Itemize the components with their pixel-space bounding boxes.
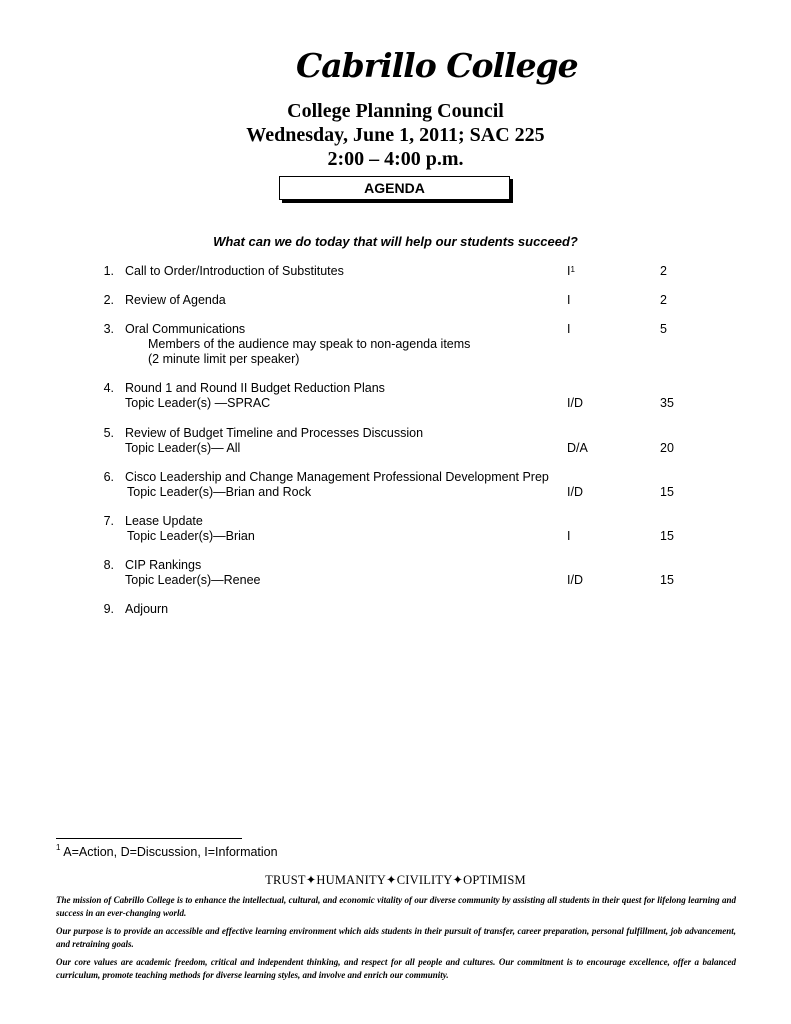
item-title: Review of Agenda xyxy=(125,293,226,307)
college-logo: Cabrillo College xyxy=(296,46,578,85)
footnote-divider xyxy=(56,838,242,839)
item-topic-leader: Topic Leader(s)— All xyxy=(125,441,241,455)
item-number: 5. xyxy=(103,426,114,440)
item-title: CIP Rankings xyxy=(125,558,202,572)
item-detail: Members of the audience may speak to non-agenda items xyxy=(148,337,471,351)
item-number: 1. xyxy=(103,264,114,278)
item-title: Call to Order/Introduction of Substitutes xyxy=(125,264,344,278)
item-minutes: 15 xyxy=(660,485,674,499)
council-title: College Planning Council xyxy=(287,100,504,122)
footnote-text: A=Action, D=Discussion, I=Information xyxy=(63,845,278,859)
item-title: Cisco Leadership and Change Management Professional Development Prep xyxy=(125,470,549,484)
item-number: 6. xyxy=(103,470,114,484)
item-number: 3. xyxy=(103,322,114,336)
item-topic-leader: Topic Leader(s)—Renee xyxy=(125,573,261,587)
item-title: Round 1 and Round II Budget Reduction Plans xyxy=(125,381,385,395)
item-number: 4. xyxy=(103,381,114,395)
item-minutes: 15 xyxy=(660,573,674,587)
item-number: 2. xyxy=(103,293,114,307)
footnote xyxy=(56,845,278,859)
item-topic-leader: Topic Leader(s) —SPRAC xyxy=(125,396,271,410)
agenda-label-box: AGENDA xyxy=(279,176,510,200)
item-minutes: 2 xyxy=(660,264,667,278)
item-code: $I^1$ xyxy=(567,264,575,278)
item-code: I/D xyxy=(567,396,583,410)
item-detail: (2 minute limit per speaker) xyxy=(148,352,300,366)
item-minutes: 20 xyxy=(660,441,674,455)
footnote-marker: 1 xyxy=(56,843,61,852)
meeting-date-location: Wednesday, June 1, 2011; SAC 225 xyxy=(246,124,545,146)
item-minutes: 2 xyxy=(660,293,667,307)
mission-statement: The mission of Cabrillo College is to enhance the intellectual, cultural, and economic vitality of our diverse community by assisting all students in their quest for lifelong learning and success in an ever-changing world. xyxy=(56,895,736,918)
item-title: Oral Communications xyxy=(125,322,246,336)
item-minutes: 5 xyxy=(660,322,667,336)
item-code: I xyxy=(567,529,571,543)
item-code: I xyxy=(567,322,571,336)
meeting-time: 2:00 – 4:00 p.m. xyxy=(327,148,464,170)
item-code: D/A xyxy=(567,441,588,455)
item-number: 8. xyxy=(103,558,114,572)
item-topic-leader: Topic Leader(s)—Brian xyxy=(127,529,255,543)
item-code: I/D xyxy=(567,573,583,587)
core-values-statement: Our core values are academic freedom, critical and independent thinking, and respect for all people and cultures. Our commitment is to encourage excellence, offer a balanced curriculum, promote teaching methods for diverse learning styles, and involve and enrich our community. xyxy=(56,957,736,980)
item-code: I xyxy=(567,293,571,307)
footnote-ref: 1 xyxy=(570,265,575,274)
core-values-line: TRUST✦HUMANITY✦CIVILITY✦OPTIMISM xyxy=(265,873,526,887)
item-number: 9. xyxy=(103,602,114,616)
item-minutes: 15 xyxy=(660,529,674,543)
item-code: I/D xyxy=(567,485,583,499)
item-number: 7. xyxy=(103,514,114,528)
item-topic-leader: Topic Leader(s)—Brian and Rock xyxy=(127,485,312,499)
tagline: What can we do today that will help our students succeed? xyxy=(213,234,578,249)
item-minutes: 35 xyxy=(660,396,674,410)
purpose-statement: Our purpose is to provide an accessible and effective learning environment which aids students in their pursuit of transfer, career preparation, personal fulfillment, job advancement, and retraining goals. xyxy=(56,926,736,949)
item-title: Adjourn xyxy=(125,602,169,616)
item-title: Review of Budget Timeline and Processes Discussion xyxy=(125,426,424,440)
item-title: Lease Update xyxy=(125,514,203,528)
